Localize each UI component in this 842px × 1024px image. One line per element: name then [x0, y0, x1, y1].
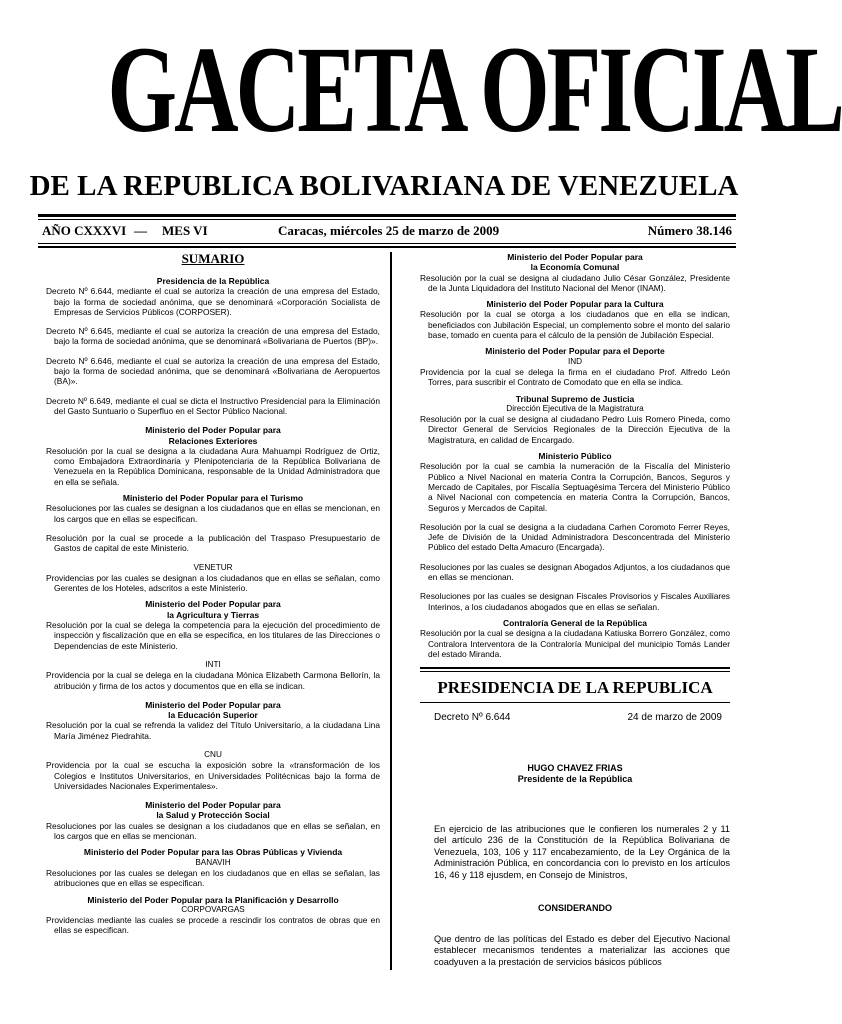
- summary-entry: Resoluciones por las cuales se delegan en los ciudadanos que en ellas se señalan, las atribuciones que en ellas se especifican.: [46, 867, 380, 889]
- issue-year: AÑO CXXXVI: [42, 223, 127, 238]
- section-header: la Economía Comunal: [530, 262, 620, 273]
- issue-info-bar: [38, 223, 736, 241]
- summary-entry: Decreto Nº 6.646, mediante el cual se autoriza la creación de una empresa del Estado, bajo la forma de sociedad anónima, que se denominará «Bolivariana de Aeropuertos (BA)».: [46, 355, 380, 387]
- section-header: Relaciones Exteriores: [168, 435, 258, 446]
- masthead-subtitle: DE LA REPUBLICA BOLIVARIANA DE VENEZUELA: [29, 170, 739, 202]
- decreto-number: Decreto Nº 6.644: [434, 712, 511, 724]
- summary-entry: Resoluciones por las cuales se designan a los ciudadanos que en ellas se mencionan, en los cargos que en ellas se especifican.: [46, 503, 380, 524]
- summary-entry: Decreto Nº 6.644, mediante el cual se autoriza la creación de una empresa del Estado, bajo la forma de sociedad anónima, que se denominará «Corporación Socialista de Empresas de Servicios Públicos (CORPOSER).: [46, 286, 380, 317]
- section-header: Ministerio del Poder Popular para: [145, 425, 281, 436]
- summary-entry: Resolución por la cual se designa al ciudadano Julio César González, Presidente de la Junta Liquidadora del Instituto Nacional del Menor (INAM).: [420, 272, 730, 293]
- masthead-title: GACETA OFICIAL: [107, 21, 842, 158]
- sumario-heading: SUMARIO: [181, 251, 245, 266]
- summary-entry: Resoluciones por las cuales se designan a los ciudadanos que en ellas se señalan, en los cargos que en ellas se mencionan.: [46, 820, 380, 842]
- signatory-role: Presidente de la República: [517, 773, 633, 784]
- decreto-date: 24 de marzo de 2009: [627, 712, 722, 724]
- summary-entry: Resolución por la cual se procede a la publicación del Traspaso Presupuestario de Gastos de capital de este Ministerio.: [46, 532, 380, 554]
- summary-entry: Resolución por la cual se cambia la numeración de la Fiscalía del Ministerio Público a Nivel Nacional en materia Contra la Corrupción, Bancos, Seguros y Mercado de Capitales, por Fiscalía Septuagésima Tercera del Ministerio Público a Nivel Nacional con competencia en materia Contra la Corrupción, Bancos, Seguros y Mercados de Capital.: [420, 461, 730, 513]
- issue-month: MES VI: [162, 223, 208, 238]
- presidencia-rule-thin: [420, 671, 730, 672]
- info-rule-thin: [38, 243, 736, 244]
- issue-number: Número 38.146: [647, 223, 732, 238]
- summary-entry: Decreto Nº 6.645, mediante el cual se autoriza la creación de una empresa del Estado, bajo la forma de sociedad anónima, que se denominará «Bolivariana de Puertos (BP)».: [46, 326, 380, 347]
- section-header: Ministerio del Poder Popular para: [507, 252, 643, 262]
- summary-entry: Providencias por las cuales se designan a los ciudadanos que en ellas se señalan, como Gerentes de los Hoteles, adscritos a este Ministerio.: [46, 572, 380, 594]
- summary-entry: Resolución por la cual se designa a la ciudadana Katiuska Borrero González, como Contralora Interventora de la Contraloría Municipal del municipio Tomás Lander del estado Miranda.: [420, 628, 730, 659]
- section-header: Ministerio del Poder Popular para: [145, 599, 281, 610]
- content-column: [420, 252, 730, 968]
- agency-label: INTI: [205, 659, 221, 669]
- section-header: la Agricultura y Tierras: [166, 609, 260, 620]
- issue-date: Caracas, miércoles 25 de marzo de 2009: [278, 223, 500, 238]
- signatory-name: HUGO CHAVEZ FRIAS: [527, 763, 623, 774]
- section-header: la Educación Superior: [168, 710, 258, 721]
- summary-entry: Resolución por la cual se otorga a los ciudadanos que en ella se indican, beneficiados con Jubilación Especial, un complemento sobre el monto del salario base, tomado en cuenta para el cálculo de la pensión de Jubilación Especial.: [420, 309, 730, 341]
- section-header: la Salud y Protección Social: [156, 810, 270, 821]
- summary-entry: Resolución por la cual se refrenda la validez del Título Universitario, a la ciudadana Lina María Jiménez Piedrahita.: [46, 720, 380, 741]
- section-header: Ministerio del Poder Popular para la Planificación y Desarrollo: [87, 894, 339, 905]
- section-header: Ministerio del Poder Popular para el Turismo: [122, 493, 304, 504]
- agency-label: IND: [567, 356, 583, 366]
- decree-preamble: En ejercicio de las atribuciones que le confieren los numerales 2 y 11 del artículo 236 de la Constitución de la República Bolivariana de Venezuela, 103, 106 y 117 encabezamiento, de la Ley Orgánica de la Administración Pública, en concordancia con lo previsto en los artículos 16, 46 y 118 ejusdem, en Consejo de Ministros,: [434, 823, 730, 880]
- summary-entry: Decreto Nº 6.649, mediante el cual se dicta el Instructivo Presidencial para la Eliminación del Gasto Suntuario o Superfluo en el Sector Público Nacional.: [46, 395, 380, 416]
- section-header: Ministerio del Poder Popular para las Obras Públicas y Vivienda: [83, 847, 343, 858]
- section-header: Ministerio del Poder Popular para el Deporte: [485, 346, 665, 357]
- sumario-column: [46, 252, 380, 936]
- info-rule: [38, 246, 736, 248]
- summary-entry: Resolución por la cual se designa a la ciudadana Aura Mahuampi Rodríguez de Ortiz, como Embajadora Extraordinaria y Plenipotenciaria de la República Bolivariana de Venezuela en la República Dominicana, responsable de la Unidad Administradora que en ella se señala.: [46, 445, 380, 487]
- decree-considerando-text: Que dentro de las políticas del Estado es deber del Ejecutivo Nacional establecer mecanismos tendentes a materializar las acciones que coadyuven a la prestación de servicios básicos públicos: [434, 933, 730, 967]
- summary-entry: Resoluciones por las cuales se designan Abogados Adjuntos, a los ciudadanos que en ellas se mencionan.: [420, 561, 730, 583]
- summary-entry: Resoluciones por las cuales se designan Fiscales Provisorios y Fiscales Auxiliares Interinos, a los ciudadanos abogados que en ellas se señalan.: [420, 591, 730, 612]
- presidencia-underline: [420, 702, 730, 703]
- issue-dash: —: [134, 223, 147, 238]
- section-header: Contraloría General de la República: [502, 617, 648, 628]
- section-subheader: Dirección Ejecutiva de la Magistratura: [506, 403, 644, 413]
- top-rule: [38, 214, 736, 217]
- agency-label: CORPOVARGAS: [181, 904, 245, 914]
- section-header: Ministerio Público: [538, 451, 612, 462]
- presidencia-title: PRESIDENCIA DE LA REPUBLICA: [437, 678, 713, 698]
- summary-entry: Resolución por la cual se delega la competencia para la ejecución del procedimiento de inspección y fiscalización que en ella se especifica, en los titulares de las Direcciones o Dependencias de este Ministerio.: [46, 620, 380, 651]
- summary-entry: Providencias mediante las cuales se procede a rescindir los contratos de obras que en ellas se especifican.: [46, 915, 380, 936]
- summary-entry: Providencia por la cual se delega la firma en el ciudadano Prof. Alfredo León Torres, para suscribir el Contrato de Comodato que en ella se indica.: [420, 366, 730, 388]
- summary-entry: Providencia por la cual se escucha la exposición sobre la «transformación de los Colegios e Institutos Universitarios, en Universidades Politécnicas bajo la forma de Universidades Nacionales Experimentales».: [46, 760, 380, 791]
- decreto-row: [420, 713, 730, 723]
- top-rule-thin: [38, 219, 736, 220]
- summary-entry: Providencia por la cual se delega en la ciudadana Mónica Elizabeth Carmona Bellorín, la atribución y firma de los actos y documentos que en ella se indican.: [46, 670, 380, 691]
- summary-entry: Resolución por la cual se designa a la ciudadana Carhen Coromoto Ferrer Reyes, Jefe de División de la Unidad Administradora Desconcentrada del Ministerio Público del estado Delta Amacuro (Encargada).: [420, 521, 730, 553]
- agency-label: BANAVIH: [195, 857, 231, 867]
- section-header: Ministerio del Poder Popular para la Cultura: [486, 299, 664, 310]
- section-header: Tribunal Supremo de Justicia: [515, 393, 635, 404]
- section-header: Presidencia de la República: [156, 276, 270, 286]
- presidencia-rule: [420, 667, 730, 669]
- agency-label: CNU: [204, 749, 222, 759]
- considerando-heading: CONSIDERANDO: [537, 903, 612, 914]
- section-header: Ministerio del Poder Popular para: [145, 699, 281, 710]
- agency-label: VENETUR: [193, 562, 233, 572]
- summary-entry: Resolución por la cual se designa al ciudadano Pedro Luis Romero Pineda, como Director General de Servicios Regionales de la Dirección Ejecutiva de la Magistratura, en calidad de Encargado.: [420, 414, 730, 445]
- column-divider: [390, 252, 392, 970]
- section-header: Ministerio del Poder Popular para: [145, 800, 281, 811]
